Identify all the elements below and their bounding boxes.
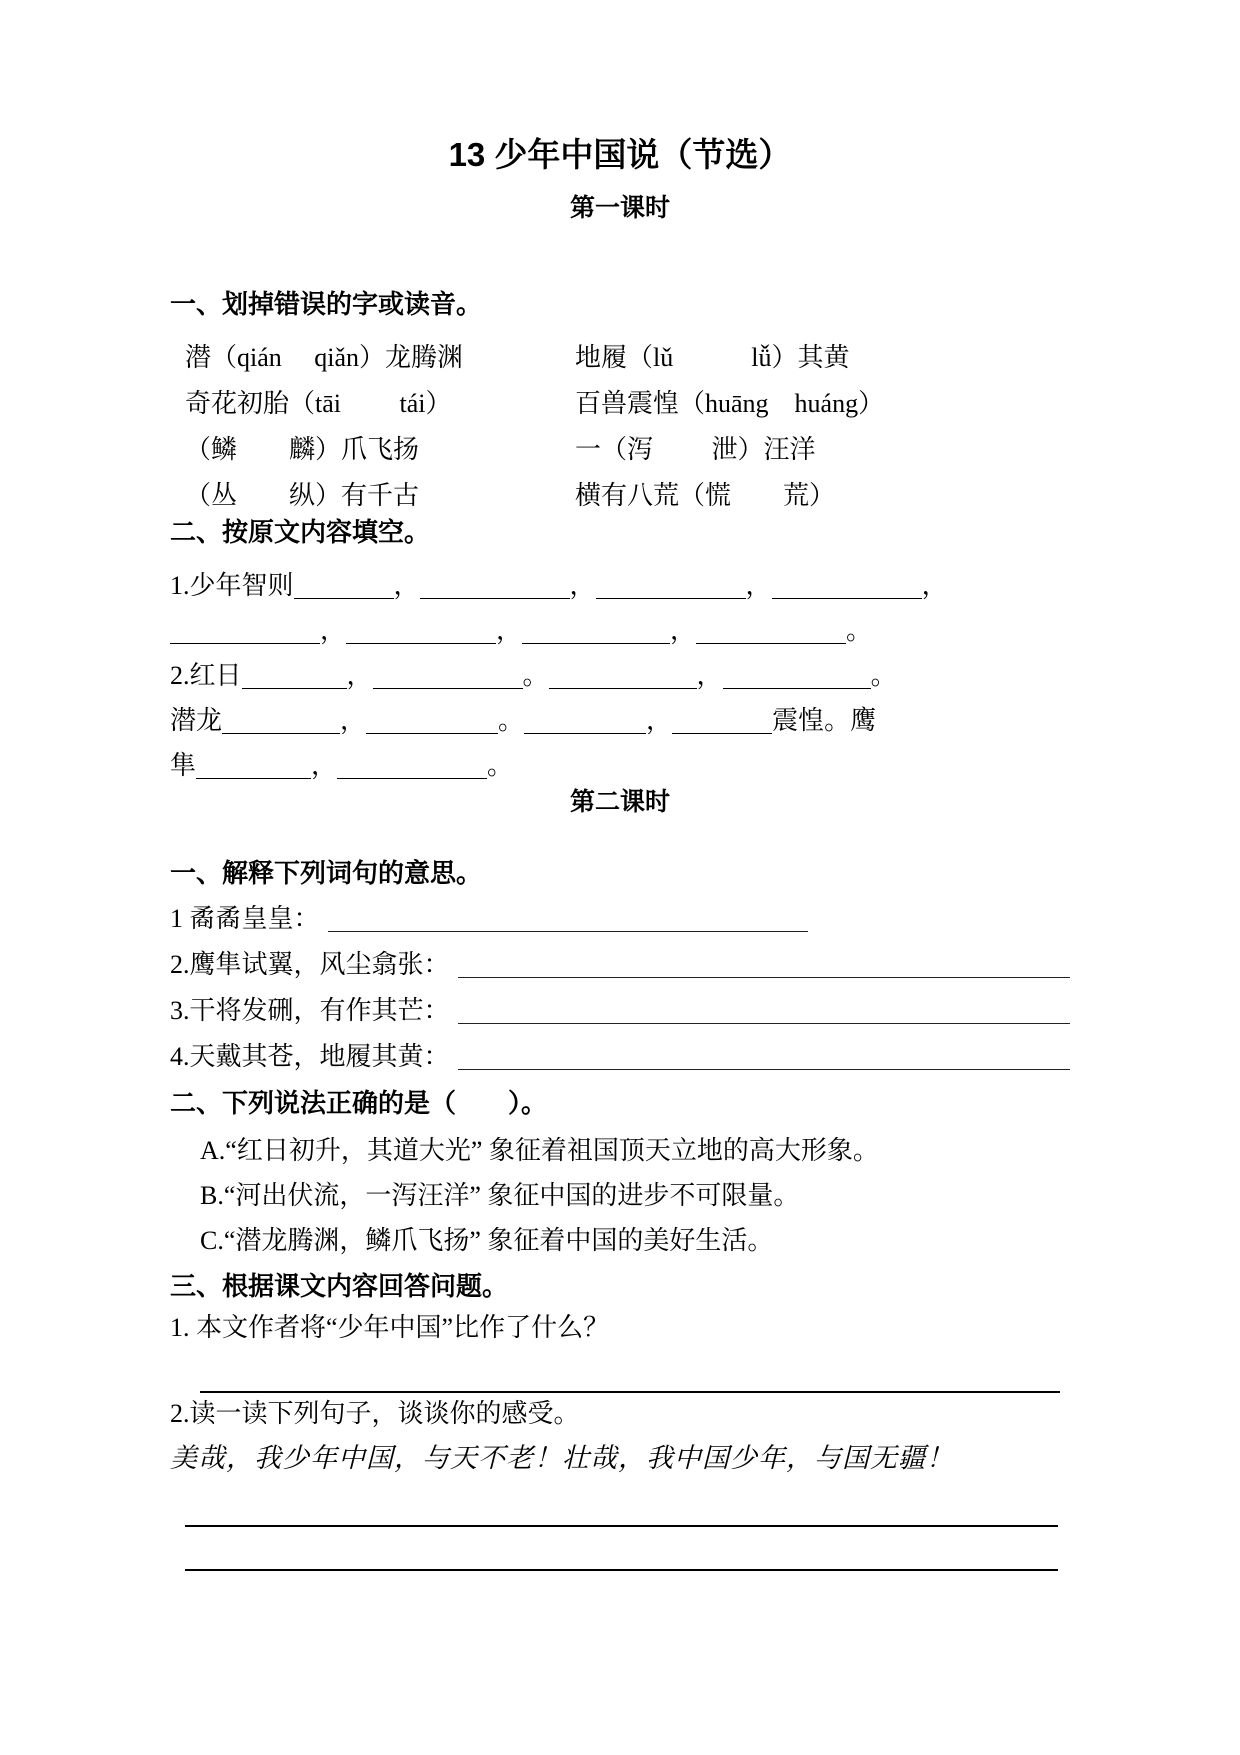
question-2: 2.读一读下列句子，谈谈你的感受。 xyxy=(170,1399,580,1428)
fill-lead: 潜龙 xyxy=(170,706,223,735)
fill-lead: 1.少年智则 xyxy=(170,571,294,600)
separator: ， xyxy=(670,616,697,645)
blank-field xyxy=(672,707,772,734)
separator: 。 xyxy=(487,751,514,780)
fill-in-line xyxy=(170,563,1070,608)
blank-field xyxy=(346,617,496,644)
separator: ， xyxy=(340,706,367,735)
explain-item xyxy=(170,998,1070,1024)
choice-option-c: C.“潜龙腾渊，鳞爪飞扬” 象征着中国的美好生活。 xyxy=(200,1226,774,1255)
explain-item xyxy=(170,906,1070,932)
separator: ， xyxy=(646,706,673,735)
pinyin-choice-grid xyxy=(170,335,1070,519)
s1-section-2-heading: 二、按原文内容填空。 xyxy=(170,517,431,547)
separator: ， xyxy=(346,661,373,690)
s1-section-1-heading: 一、划掉错误的字或读音。 xyxy=(170,289,483,319)
s2-section-3-heading: 三、根据课文内容回答问题。 xyxy=(170,1271,509,1301)
s2-section-2-heading: 二、下列说法正确的是（ ）。 xyxy=(170,1088,548,1118)
session-1-title: 第一课时 xyxy=(569,194,670,222)
answer-line xyxy=(200,1391,1060,1393)
blank-field xyxy=(696,617,846,644)
fill-lead: 隼 xyxy=(170,751,197,780)
answer-line xyxy=(185,1525,1058,1527)
fill-in-line xyxy=(170,698,1070,743)
separator: ， xyxy=(393,571,420,600)
blank-field xyxy=(549,662,697,689)
separator: ， xyxy=(320,616,347,645)
blank-field xyxy=(772,572,922,599)
explain-item xyxy=(170,952,1070,978)
separator: ， xyxy=(496,616,523,645)
answer-line xyxy=(185,1569,1058,1571)
choice-option-b: B.“河出伏流，一泻汪洋” 象征中国的进步不可限量。 xyxy=(200,1181,800,1210)
choice-option-a: A.“红日初升，其道大光” 象征着祖国顶天立地的高大形象。 xyxy=(200,1136,879,1165)
answer-blank xyxy=(458,1019,1070,1024)
explain-item-label: 1 矞矞皇皇： xyxy=(170,904,320,933)
s2-section-1-heading: 一、解释下列词句的意思。 xyxy=(170,858,483,888)
page-title: 13 少年中国说（节选） xyxy=(448,136,792,173)
blank-field xyxy=(373,662,523,689)
blank-field xyxy=(522,617,670,644)
separator: ， xyxy=(745,571,772,600)
pinyin-row-right: 百兽震惶（huāng huáng） xyxy=(575,389,885,418)
question-1: 1. 本文作者将“少年中国”比作了什么？ xyxy=(170,1313,610,1342)
blank-field xyxy=(170,617,320,644)
fill-tail: 震惶。鹰 xyxy=(772,706,877,735)
blank-field xyxy=(242,662,347,689)
explain-item-label: 2.鹰隼试翼，风尘翕张： xyxy=(170,950,450,979)
separator: ， xyxy=(569,571,596,600)
separator: ， xyxy=(696,661,723,690)
pinyin-row-left: 潜（qián qiǎn）龙腾渊 xyxy=(185,343,464,372)
pinyin-row-right: 横有八荒（慌 荒） xyxy=(575,481,836,510)
fill-in-line xyxy=(170,743,1070,788)
blank-field xyxy=(222,707,340,734)
explain-item xyxy=(170,1044,1070,1070)
pinyin-row-left: 奇花初胎（tāi tái） xyxy=(185,389,452,418)
separator: 。 xyxy=(498,706,525,735)
fill-lead: 2.红日 xyxy=(170,661,242,690)
explain-item-label: 3.干将发硎，有作其芒： xyxy=(170,996,450,1025)
answer-blank xyxy=(458,973,1070,978)
blank-field xyxy=(196,752,311,779)
quote-sentence: 美哉，我少年中国，与天不老！壮哉，我中国少年，与国无疆！ xyxy=(170,1443,954,1473)
blank-field xyxy=(596,572,746,599)
fill-in-line xyxy=(170,653,1070,698)
blank-field xyxy=(723,662,871,689)
separator: ， xyxy=(311,751,338,780)
explain-block xyxy=(170,906,1070,1070)
pinyin-row-left: （鳞 麟）爪飞扬 xyxy=(185,435,420,464)
pinyin-row-left: （丛 纵）有千古 xyxy=(185,481,420,510)
fill-in-line xyxy=(170,608,1070,653)
separator: 。 xyxy=(870,661,897,690)
separator: 。 xyxy=(522,661,549,690)
blank-field xyxy=(524,707,646,734)
pinyin-row-right: 一（泻 泄）汪洋 xyxy=(575,435,816,464)
answer-blank xyxy=(328,927,808,932)
pinyin-row-right: 地履（lǔ lǚ）其黄 xyxy=(575,343,850,372)
session-2-title: 第二课时 xyxy=(569,788,670,816)
blank-field xyxy=(366,707,498,734)
explain-item-label: 4.天戴其苍，地履其黄： xyxy=(170,1042,450,1071)
separator: 。 xyxy=(846,616,873,645)
blank-field xyxy=(294,572,394,599)
choice-options xyxy=(170,1138,1070,1254)
blank-field xyxy=(337,752,487,779)
blank-field xyxy=(420,572,570,599)
fill-in-block xyxy=(170,563,1070,788)
answer-blank xyxy=(458,1065,1070,1070)
separator: ， xyxy=(921,571,948,600)
